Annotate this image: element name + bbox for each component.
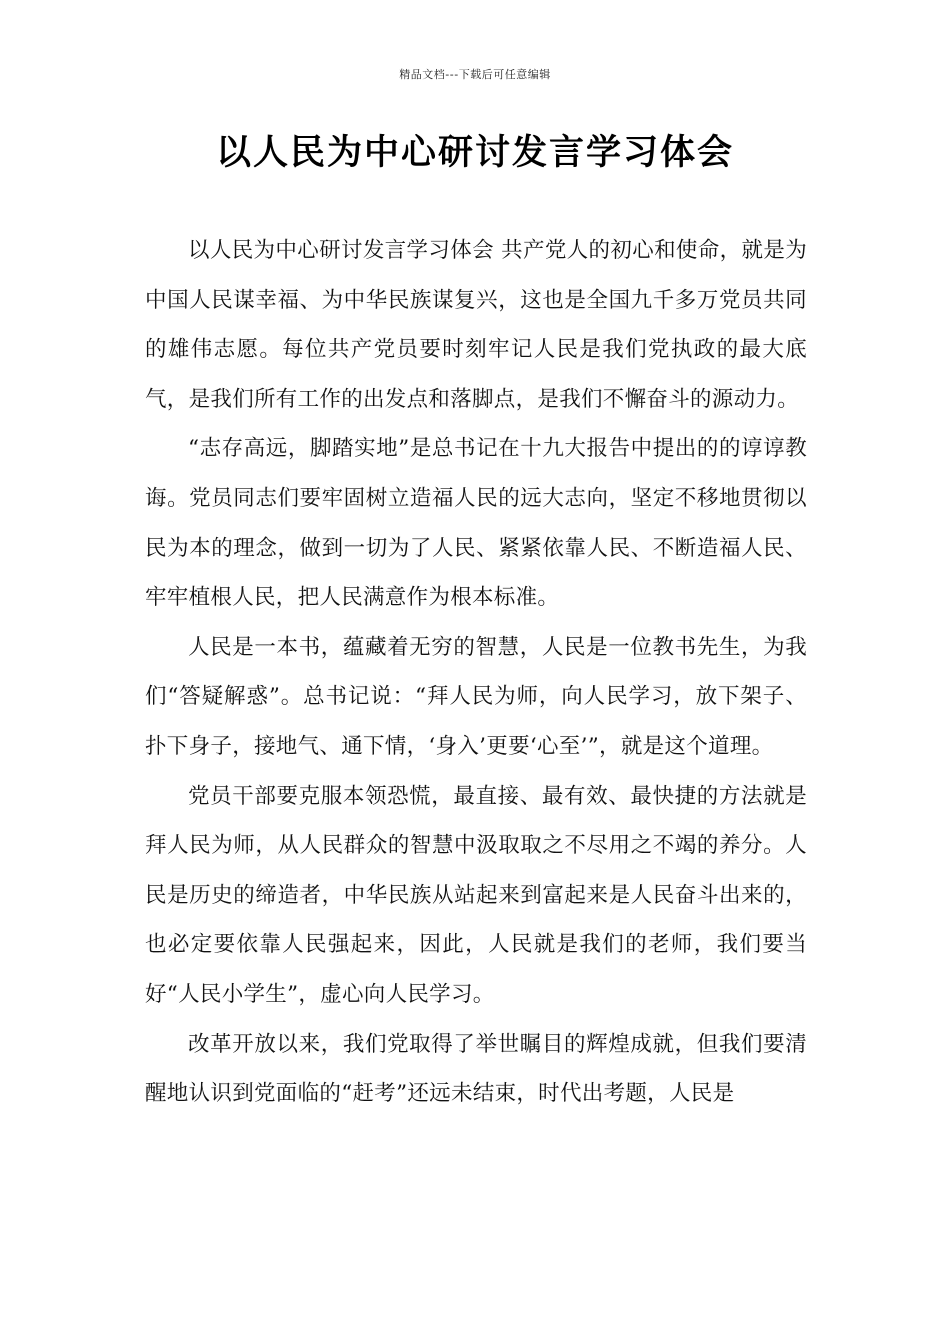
paragraph: 以人民为中心研讨发言学习体会 共产党人的初心和使命，就是为中国人民谋幸福、为中华民族谋复兴，这也是全国九千多万党员共同的雄伟志愿。每位共产党员要时刻牢记人民是我们党执政的最大底气，是我们所有工作的出发点和落脚点，是我们不懈奋斗的源动力。 [145, 238, 807, 412]
document-body [145, 226, 807, 1119]
paragraph: 党员干部要克服本领恐慌，最直接、最有效、最快捷的方法就是拜人民为师，从人民群众的智慧中汲取取之不尽用之不竭的养分。人民是历史的缔造者，中华民族从站起来到富起来是人民奋斗出来的，也必定要依靠人民强起来，因此，人民就是我们的老师，我们要当好“人民小学生”，虚心向人民学习。 [145, 783, 807, 1007]
document-title: 以人民为中心研讨发言学习体会 [215, 133, 734, 173]
paragraph: “志存高远，脚踏实地”是总书记在十九大报告中提出的的谆谆教诲。党员同志们要牢固树立造福人民的远大志向，坚定不移地贯彻以民为本的理念，做到一切为了人民、紧紧依靠人民、不断造福人民、牢牢植根人民，把人民满意作为根本标准。 [145, 436, 807, 611]
header-note: 精品文档---下载后可任意编辑 [399, 68, 551, 81]
paragraph: 人民是一本书，蕴藏着无穷的智慧，人民是一位教书先生，为我们“答疑解惑”。总书记说：“拜人民为师，向人民学习，放下架子、扑下身子，接地气、通下情，‘身入’更要‘心至’”，就是这个道理。 [145, 634, 807, 759]
paragraph: 改革开放以来，我们党取得了举世瞩目的辉煌成就，但我们要清醒地认识到党面临的“赶考”还远未结束，时代出考题，人民是 [145, 1031, 807, 1107]
